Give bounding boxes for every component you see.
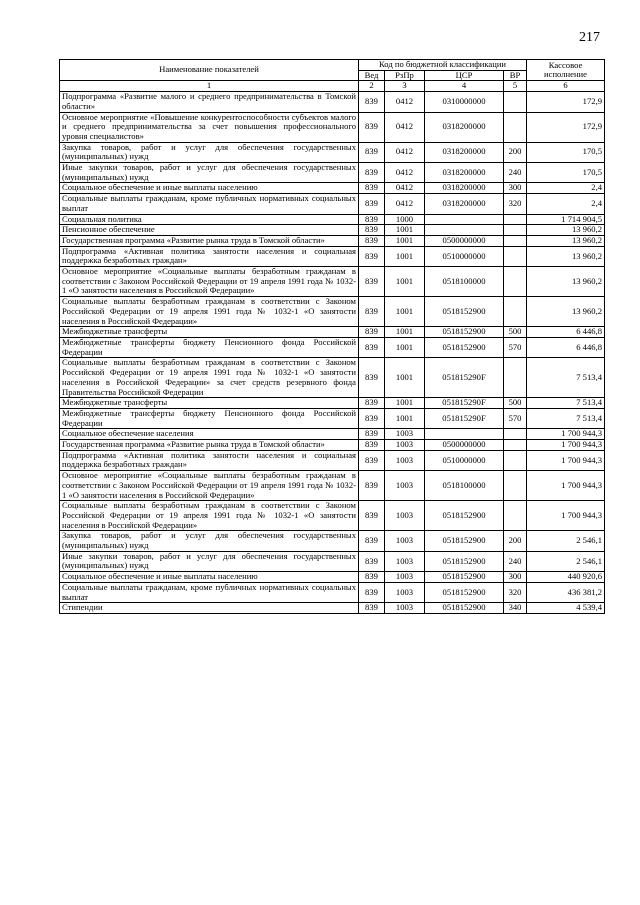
table-row bbox=[60, 501, 605, 531]
row-rzpr: 1003 bbox=[385, 603, 425, 614]
table-row bbox=[60, 112, 605, 142]
row-rzpr: 1003 bbox=[385, 582, 425, 602]
row-csr: 051815290F bbox=[425, 398, 504, 409]
row-amount: 1 700 944,3 bbox=[527, 450, 605, 470]
column-number: 1 bbox=[60, 81, 359, 92]
row-vr bbox=[504, 267, 527, 297]
row-rzpr: 1001 bbox=[385, 246, 425, 266]
row-ved: 839 bbox=[359, 337, 385, 357]
table-row bbox=[60, 337, 605, 357]
row-vr: 570 bbox=[504, 408, 527, 428]
row-ved: 839 bbox=[359, 267, 385, 297]
row-vr: 500 bbox=[504, 327, 527, 338]
table-row bbox=[60, 235, 605, 246]
row-csr: 0318200000 bbox=[425, 163, 504, 183]
row-csr: 0518152900 bbox=[425, 603, 504, 614]
row-name: Межбюджетные трансферты бюджету Пенсионного фонда Российской Федерации bbox=[60, 408, 359, 428]
row-vr bbox=[504, 246, 527, 266]
table-row bbox=[60, 92, 605, 112]
row-rzpr: 1003 bbox=[385, 450, 425, 470]
table-row bbox=[60, 603, 605, 614]
row-amount: 170,5 bbox=[527, 163, 605, 183]
row-ved: 839 bbox=[359, 531, 385, 551]
row-amount: 13 960,2 bbox=[527, 267, 605, 297]
row-csr: 051815290F bbox=[425, 358, 504, 398]
row-rzpr: 1001 bbox=[385, 327, 425, 338]
row-name: Подпрограмма «Активная политика занятости населения и социальная поддержка безработных граждан» bbox=[60, 450, 359, 470]
row-amount: 172,9 bbox=[527, 112, 605, 142]
row-name: Пенсионное обеспечение bbox=[60, 225, 359, 236]
row-name: Социальные выплаты безработным гражданам в соответствии с Законом Российской Федерации от 19 апреля 1991 года № 1032-1 «О занятости населения в Российской Федерации» за счет средств резервного фонда Правительства Российской Федерации bbox=[60, 358, 359, 398]
header-ved: Вед bbox=[359, 70, 385, 81]
header-name: Наименование показателей bbox=[60, 60, 359, 81]
row-amount: 13 960,2 bbox=[527, 235, 605, 246]
row-amount: 436 381,2 bbox=[527, 582, 605, 602]
table-row bbox=[60, 572, 605, 583]
row-csr: 0310000000 bbox=[425, 92, 504, 112]
row-csr: 0518152900 bbox=[425, 551, 504, 571]
row-amount: 1 700 944,3 bbox=[527, 471, 605, 501]
row-ved: 839 bbox=[359, 194, 385, 214]
row-csr: 0518152900 bbox=[425, 531, 504, 551]
row-amount: 1 700 944,3 bbox=[527, 501, 605, 531]
row-csr: 0318200000 bbox=[425, 142, 504, 162]
column-number: 6 bbox=[527, 81, 605, 92]
header-amount: Кассовое исполнение bbox=[527, 60, 605, 81]
row-rzpr: 0412 bbox=[385, 183, 425, 194]
row-ved: 839 bbox=[359, 358, 385, 398]
table-row bbox=[60, 440, 605, 451]
row-vr bbox=[504, 450, 527, 470]
row-vr: 340 bbox=[504, 603, 527, 614]
row-ved: 839 bbox=[359, 327, 385, 338]
row-ved: 839 bbox=[359, 582, 385, 602]
row-csr: 0318200000 bbox=[425, 194, 504, 214]
table-row bbox=[60, 358, 605, 398]
row-vr: 570 bbox=[504, 337, 527, 357]
row-rzpr: 1001 bbox=[385, 297, 425, 327]
row-amount: 6 446,8 bbox=[527, 337, 605, 357]
column-number: 5 bbox=[504, 81, 527, 92]
row-rzpr: 0412 bbox=[385, 92, 425, 112]
row-rzpr: 1003 bbox=[385, 531, 425, 551]
row-name: Социальные выплаты гражданам, кроме публичных нормативных социальных выплат bbox=[60, 582, 359, 602]
table-row bbox=[60, 194, 605, 214]
row-vr bbox=[504, 429, 527, 440]
row-name: Закупка товаров, работ и услуг для обеспечения государственных (муниципальных) нужд bbox=[60, 531, 359, 551]
row-ved: 839 bbox=[359, 297, 385, 327]
row-rzpr: 1001 bbox=[385, 235, 425, 246]
row-name: Подпрограмма «Активная политика занятости населения и социальная поддержка безработных граждан» bbox=[60, 246, 359, 266]
row-name: Иные закупки товаров, работ и услуг для обеспечения государственных (муниципальных) нужд bbox=[60, 163, 359, 183]
table-row bbox=[60, 408, 605, 428]
row-rzpr: 1003 bbox=[385, 572, 425, 583]
page-number: 217 bbox=[579, 30, 600, 45]
row-vr: 240 bbox=[504, 163, 527, 183]
row-name: Социальные выплаты гражданам, кроме публичных нормативных социальных выплат bbox=[60, 194, 359, 214]
table-row bbox=[60, 551, 605, 571]
row-rzpr: 1003 bbox=[385, 501, 425, 531]
row-csr: 0518152900 bbox=[425, 327, 504, 338]
row-csr bbox=[425, 225, 504, 236]
row-ved: 839 bbox=[359, 163, 385, 183]
table-row bbox=[60, 531, 605, 551]
column-number: 2 bbox=[359, 81, 385, 92]
row-ved: 839 bbox=[359, 471, 385, 501]
table-row bbox=[60, 297, 605, 327]
table-row bbox=[60, 267, 605, 297]
column-number: 4 bbox=[425, 81, 504, 92]
row-rzpr: 1001 bbox=[385, 398, 425, 409]
row-ved: 839 bbox=[359, 92, 385, 112]
row-name: Социальное обеспечение и иные выплаты населению bbox=[60, 572, 359, 583]
row-csr: 0500000000 bbox=[425, 440, 504, 451]
row-amount: 2 546,1 bbox=[527, 531, 605, 551]
table-body bbox=[60, 92, 605, 614]
row-vr bbox=[504, 501, 527, 531]
row-csr: 0518100000 bbox=[425, 471, 504, 501]
table-row bbox=[60, 398, 605, 409]
row-name: Стипендии bbox=[60, 603, 359, 614]
row-vr bbox=[504, 471, 527, 501]
row-rzpr: 1001 bbox=[385, 225, 425, 236]
row-vr bbox=[504, 235, 527, 246]
row-amount: 440 920,6 bbox=[527, 572, 605, 583]
row-amount: 7 513,4 bbox=[527, 398, 605, 409]
row-amount: 2,4 bbox=[527, 183, 605, 194]
table-row bbox=[60, 582, 605, 602]
row-amount: 4 539,4 bbox=[527, 603, 605, 614]
row-csr: 0518152900 bbox=[425, 582, 504, 602]
table-row bbox=[60, 429, 605, 440]
table-row bbox=[60, 163, 605, 183]
table-row bbox=[60, 225, 605, 236]
row-rzpr: 0412 bbox=[385, 142, 425, 162]
row-rzpr: 0412 bbox=[385, 194, 425, 214]
header-csr: ЦСР bbox=[425, 70, 504, 81]
row-vr: 500 bbox=[504, 398, 527, 409]
row-csr: 0518152900 bbox=[425, 297, 504, 327]
row-csr: 0500000000 bbox=[425, 235, 504, 246]
row-csr: 0318200000 bbox=[425, 112, 504, 142]
row-amount: 13 960,2 bbox=[527, 225, 605, 236]
row-ved: 839 bbox=[359, 501, 385, 531]
row-csr: 0518152900 bbox=[425, 572, 504, 583]
row-name: Социальные выплаты безработным гражданам в соответствии с Законом Российской Федерации от 19 апреля 1991 года № 1032-1 «О занятости населения в Российской Федерации» bbox=[60, 501, 359, 531]
row-csr: 051815290F bbox=[425, 408, 504, 428]
row-amount: 7 513,4 bbox=[527, 358, 605, 398]
row-vr: 240 bbox=[504, 551, 527, 571]
row-vr: 200 bbox=[504, 531, 527, 551]
row-vr: 320 bbox=[504, 194, 527, 214]
row-name: Социальное обеспечение населения bbox=[60, 429, 359, 440]
row-name: Государственная программа «Развитие рынка труда в Томской области» bbox=[60, 440, 359, 451]
header-vr: ВР bbox=[504, 70, 527, 81]
row-csr bbox=[425, 214, 504, 225]
row-ved: 839 bbox=[359, 214, 385, 225]
row-ved: 839 bbox=[359, 551, 385, 571]
row-vr: 300 bbox=[504, 183, 527, 194]
row-rzpr: 1000 bbox=[385, 214, 425, 225]
row-ved: 839 bbox=[359, 183, 385, 194]
row-csr: 0518152900 bbox=[425, 337, 504, 357]
row-vr bbox=[504, 214, 527, 225]
row-ved: 839 bbox=[359, 429, 385, 440]
row-name: Межбюджетные трансферты бюджету Пенсионного фонда Российской Федерации bbox=[60, 337, 359, 357]
row-amount: 1 700 944,3 bbox=[527, 429, 605, 440]
table-row bbox=[60, 142, 605, 162]
row-ved: 839 bbox=[359, 572, 385, 583]
row-amount: 6 446,8 bbox=[527, 327, 605, 338]
row-rzpr: 1003 bbox=[385, 551, 425, 571]
row-rzpr: 1001 bbox=[385, 358, 425, 398]
row-vr bbox=[504, 112, 527, 142]
row-ved: 839 bbox=[359, 246, 385, 266]
row-ved: 839 bbox=[359, 235, 385, 246]
row-ved: 839 bbox=[359, 398, 385, 409]
row-vr bbox=[504, 225, 527, 236]
row-vr bbox=[504, 440, 527, 451]
table-row bbox=[60, 183, 605, 194]
row-csr: 0510000000 bbox=[425, 246, 504, 266]
row-name: Социальная политика bbox=[60, 214, 359, 225]
row-amount: 2,4 bbox=[527, 194, 605, 214]
row-amount: 1 700 944,3 bbox=[527, 440, 605, 451]
row-rzpr: 1003 bbox=[385, 471, 425, 501]
row-vr bbox=[504, 297, 527, 327]
row-csr: 0518152900 bbox=[425, 501, 504, 531]
row-amount: 170,5 bbox=[527, 142, 605, 162]
row-name: Основное мероприятие «Социальные выплаты безработным гражданам в соответствии с Законом Российской Федерации от 19 апреля 1991 года № 1032-1 «О занятости населения в Российской Федерации» bbox=[60, 471, 359, 501]
row-name: Основное мероприятие «Социальные выплаты безработным гражданам в соответствии с Законом Российской Федерации от 19 апреля 1991 года № 1032-1 «О занятости населения в Российской Федерации» bbox=[60, 267, 359, 297]
row-name: Основное мероприятие «Повышение конкурентоспособности субъектов малого и среднего предпринимательства за счет повышения профессионального уровня специалистов» bbox=[60, 112, 359, 142]
column-number-row bbox=[60, 81, 605, 92]
row-name: Подпрограмма «Развитие малого и среднего предпринимательства в Томской области» bbox=[60, 92, 359, 112]
table-row bbox=[60, 450, 605, 470]
row-name: Иные закупки товаров, работ и услуг для обеспечения государственных (муниципальных) нужд bbox=[60, 551, 359, 571]
row-vr: 300 bbox=[504, 572, 527, 583]
row-ved: 839 bbox=[359, 440, 385, 451]
row-vr: 200 bbox=[504, 142, 527, 162]
row-name: Межбюджетные трансферты bbox=[60, 398, 359, 409]
row-name: Межбюджетные трансферты bbox=[60, 327, 359, 338]
table-row bbox=[60, 327, 605, 338]
row-ved: 839 bbox=[359, 225, 385, 236]
row-ved: 839 bbox=[359, 112, 385, 142]
header-code-group: Код по бюджетной классификации bbox=[359, 60, 527, 71]
row-csr: 0510000000 bbox=[425, 450, 504, 470]
row-ved: 839 bbox=[359, 142, 385, 162]
row-csr: 0318200000 bbox=[425, 183, 504, 194]
table-row bbox=[60, 246, 605, 266]
row-amount: 13 960,2 bbox=[527, 246, 605, 266]
row-rzpr: 1001 bbox=[385, 267, 425, 297]
table-row bbox=[60, 214, 605, 225]
header-rzpr: РзПр bbox=[385, 70, 425, 81]
row-ved: 839 bbox=[359, 408, 385, 428]
row-amount: 2 546,1 bbox=[527, 551, 605, 571]
row-amount: 13 960,2 bbox=[527, 297, 605, 327]
row-name: Социальные выплаты безработным гражданам в соответствии с Законом Российской Федерации от 19 апреля 1991 года № 1032-1 «О занятости населения в Российской Федерации» bbox=[60, 297, 359, 327]
row-rzpr: 1001 bbox=[385, 337, 425, 357]
row-rzpr: 0412 bbox=[385, 112, 425, 142]
row-vr bbox=[504, 92, 527, 112]
row-amount: 7 513,4 bbox=[527, 408, 605, 428]
row-amount: 1 714 904,5 bbox=[527, 214, 605, 225]
row-rzpr: 1001 bbox=[385, 408, 425, 428]
row-csr bbox=[425, 429, 504, 440]
row-ved: 839 bbox=[359, 450, 385, 470]
row-rzpr: 0412 bbox=[385, 163, 425, 183]
row-rzpr: 1003 bbox=[385, 440, 425, 451]
row-vr: 320 bbox=[504, 582, 527, 602]
row-csr: 0518100000 bbox=[425, 267, 504, 297]
row-rzpr: 1003 bbox=[385, 429, 425, 440]
column-number: 3 bbox=[385, 81, 425, 92]
table-header-row bbox=[60, 60, 605, 71]
row-amount: 172,9 bbox=[527, 92, 605, 112]
row-ved: 839 bbox=[359, 603, 385, 614]
budget-execution-table bbox=[59, 59, 605, 614]
row-name: Социальное обеспечение и иные выплаты населению bbox=[60, 183, 359, 194]
row-name: Государственная программа «Развитие рынка труда в Томской области» bbox=[60, 235, 359, 246]
row-name: Закупка товаров, работ и услуг для обеспечения государственных (муниципальных) нужд bbox=[60, 142, 359, 162]
row-vr bbox=[504, 358, 527, 398]
table-row bbox=[60, 471, 605, 501]
